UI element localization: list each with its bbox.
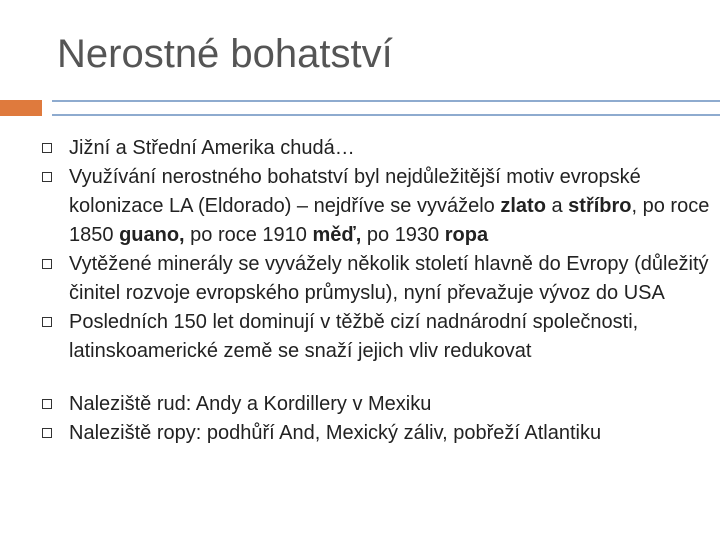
bullet-text: Vytěžené minerály se vyvážely několik století hlavně do Evropy (důležitý činitel rozvoje evropského průmyslu), nyní převažuje vývoz do USA: [69, 253, 709, 304]
keyword: guano,: [119, 224, 185, 246]
text-run: a: [545, 195, 569, 217]
text-run: , po roce 1850: [69, 195, 710, 246]
text-run: po roce 1910: [184, 224, 313, 246]
bullet-list: [42, 134, 712, 448]
keyword: měď,: [312, 224, 362, 246]
text-run: Využívání nerostného bohatství byl nejdůležitější motiv evropské kolonizace LA (Eldorado) – nejdříve se vyváželo: [69, 166, 641, 217]
bullet-item: [42, 134, 712, 163]
keyword: zlato: [500, 195, 546, 217]
square-bullet-icon: [42, 399, 52, 409]
slide-title: Nerostné bohatství: [57, 32, 393, 76]
bullet-item: [42, 419, 712, 448]
bullet-item: [42, 308, 712, 366]
bullet-item: [42, 250, 712, 308]
bullet-text: Posledních 150 let dominují v těžbě cizí nadnárodní společnosti, latinskoamerické země se snaží jejich vliv redukovat: [69, 311, 639, 362]
keyword: ropa: [444, 224, 489, 246]
bullet-text: Naleziště rud: Andy a Kordillery v Mexiku: [69, 393, 432, 415]
square-bullet-icon: [42, 172, 52, 182]
square-bullet-icon: [42, 143, 52, 153]
keyword: stříbro: [568, 195, 632, 217]
square-bullet-icon: [42, 317, 52, 327]
accent-line: [52, 100, 720, 116]
square-bullet-icon: [42, 428, 52, 438]
bullet-text: [69, 166, 709, 246]
text-run: po 1930: [361, 224, 445, 246]
bullet-text: Jižní a Střední Amerika chudá…: [69, 137, 355, 159]
accent-bar: [0, 100, 42, 116]
bullet-text: Naleziště ropy: podhůří And, Mexický záliv, pobřeží Atlantiku: [69, 422, 602, 444]
square-bullet-icon: [42, 259, 52, 269]
bullet-item: [42, 390, 712, 419]
bullet-item: [42, 163, 712, 250]
